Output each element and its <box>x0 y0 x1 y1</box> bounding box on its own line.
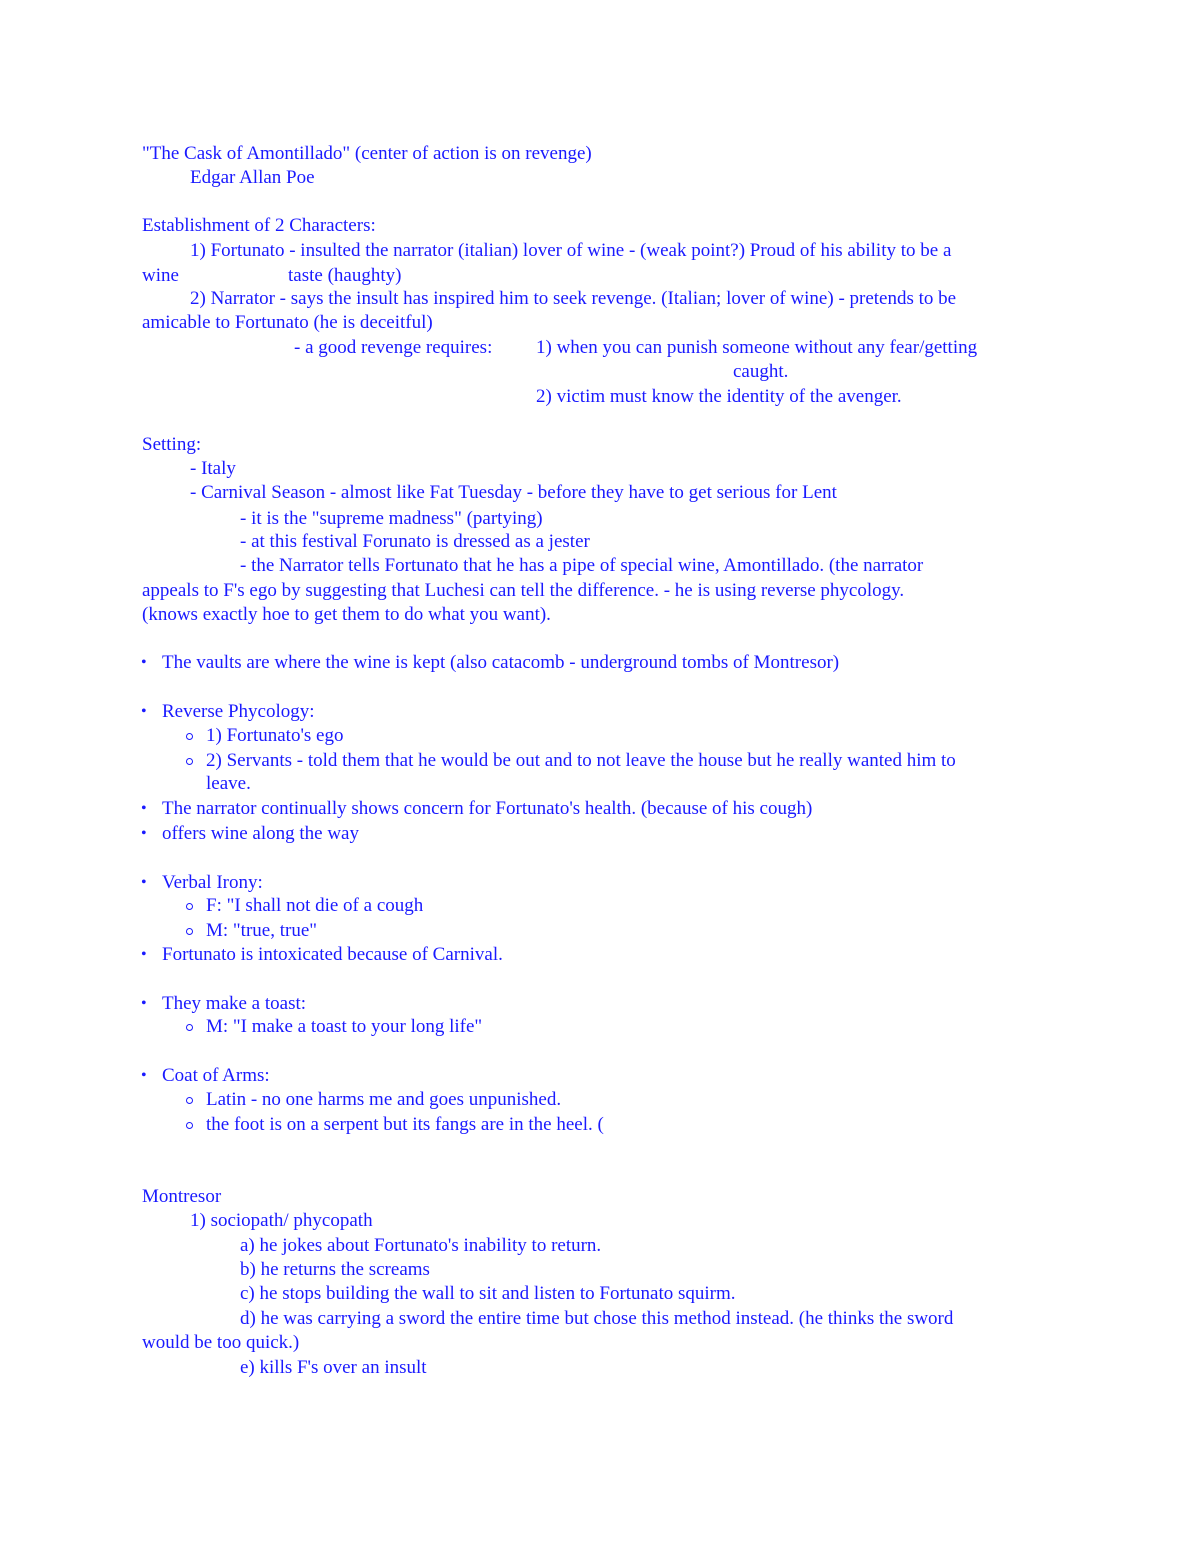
character-narrator-line2: amicable to Fortunato (he is deceitful) <box>142 312 433 333</box>
setting-italy: - Italy <box>190 458 236 479</box>
sub-bullet-icon <box>186 928 193 935</box>
character-fortunato-line1: 1) Fortunato - insulted the narrator (italian) lover of wine - (weak point?) Proud of his ability to be a <box>190 240 952 261</box>
sub-bullet-servants-line2: leave. <box>206 773 251 794</box>
setting-heading: Setting: <box>142 434 202 455</box>
bullet-icon: • <box>141 1067 147 1084</box>
revenge-req-1b: caught. <box>733 361 789 382</box>
sub-bullet-true: M: "true, true" <box>206 920 318 941</box>
bullet-icon: • <box>141 946 147 963</box>
montresor-d-line1: d) he was carrying a sword the entire time but chose this method instead. (he thinks the sword <box>240 1308 954 1329</box>
montresor-heading: Montresor <box>142 1186 222 1207</box>
characters-heading: Establishment of 2 Characters: <box>142 215 376 236</box>
bullet-toast: They make a toast: <box>162 993 307 1014</box>
bullet-coat-of-arms: Coat of Arms: <box>162 1065 270 1086</box>
montresor-d-line2: would be too quick.) <box>142 1332 300 1353</box>
document-author: Edgar Allan Poe <box>190 167 315 188</box>
setting-pipe-line3: (knows exactly hoe to get them to do what you want). <box>142 604 551 625</box>
sub-bullet-servants-line1: 2) Servants - told them that he would be out and to not leave the house but he really wanted him to <box>206 750 956 771</box>
sub-bullet-ego: 1) Fortunato's ego <box>206 725 344 746</box>
setting-madness: - it is the "supreme madness" (partying) <box>240 508 543 529</box>
sub-bullet-cough: F: "I shall not die of a cough <box>206 895 424 916</box>
sub-bullet-icon <box>186 733 193 740</box>
sub-bullet-icon <box>186 758 193 765</box>
document-title: "The Cask of Amontillado" (center of action is on revenge) <box>142 143 592 164</box>
sub-bullet-long-life: M: "I make a toast to your long life" <box>206 1016 483 1037</box>
sub-bullet-icon <box>186 1024 193 1031</box>
montresor-a: a) he jokes about Fortunato's inability to return. <box>240 1235 602 1256</box>
bullet-icon: • <box>141 703 147 720</box>
bullet-verbal-irony: Verbal Irony: <box>162 872 263 893</box>
bullet-offers-wine: offers wine along the way <box>162 823 359 844</box>
setting-pipe-line2: appeals to F's ego by suggesting that Luchesi can tell the difference. - he is using reverse phycology. <box>142 580 905 601</box>
bullet-icon: • <box>141 874 147 891</box>
sub-bullet-serpent: the foot is on a serpent but its fangs are in the heel. ( <box>206 1114 604 1135</box>
sub-bullet-icon <box>186 1122 193 1129</box>
revenge-req-1a: 1) when you can punish someone without any fear/getting <box>536 337 978 358</box>
sub-bullet-latin: Latin - no one harms me and goes unpunished. <box>206 1089 562 1110</box>
montresor-c: c) he stops building the wall to sit and listen to Fortunato squirm. <box>240 1283 736 1304</box>
character-narrator-line1: 2) Narrator - says the insult has inspired him to seek revenge. (Italian; lover of wine) - pretends to be <box>190 288 957 309</box>
character-fortunato-line2a: wine <box>142 265 179 286</box>
bullet-vaults: The vaults are where the wine is kept (also catacomb - underground tombs of Montresor) <box>162 652 840 673</box>
bullet-icon: • <box>141 995 147 1012</box>
character-fortunato-line2b: taste (haughty) <box>288 265 402 286</box>
montresor-sociopath: 1) sociopath/ phycopath <box>190 1210 373 1231</box>
setting-jester: - at this festival Forunato is dressed as a jester <box>240 531 590 552</box>
bullet-icon: • <box>141 800 147 817</box>
revenge-req-2: 2) victim must know the identity of the avenger. <box>536 386 902 407</box>
montresor-e: e) kills F's over an insult <box>240 1357 427 1378</box>
bullet-reverse-phycology: Reverse Phycology: <box>162 701 315 722</box>
bullet-icon: • <box>141 825 147 842</box>
setting-pipe-line1: - the Narrator tells Fortunato that he has a pipe of special wine, Amontillado. (the narrator <box>240 555 924 576</box>
revenge-label: - a good revenge requires: <box>294 337 493 358</box>
bullet-intoxicated: Fortunato is intoxicated because of Carnival. <box>162 944 503 965</box>
setting-carnival: - Carnival Season - almost like Fat Tuesday - before they have to get serious for Lent <box>190 482 837 503</box>
sub-bullet-icon <box>186 1097 193 1104</box>
sub-bullet-icon <box>186 903 193 910</box>
montresor-b: b) he returns the screams <box>240 1259 430 1280</box>
bullet-concern: The narrator continually shows concern for Fortunato's health. (because of his cough) <box>162 798 813 819</box>
bullet-icon: • <box>141 654 147 671</box>
